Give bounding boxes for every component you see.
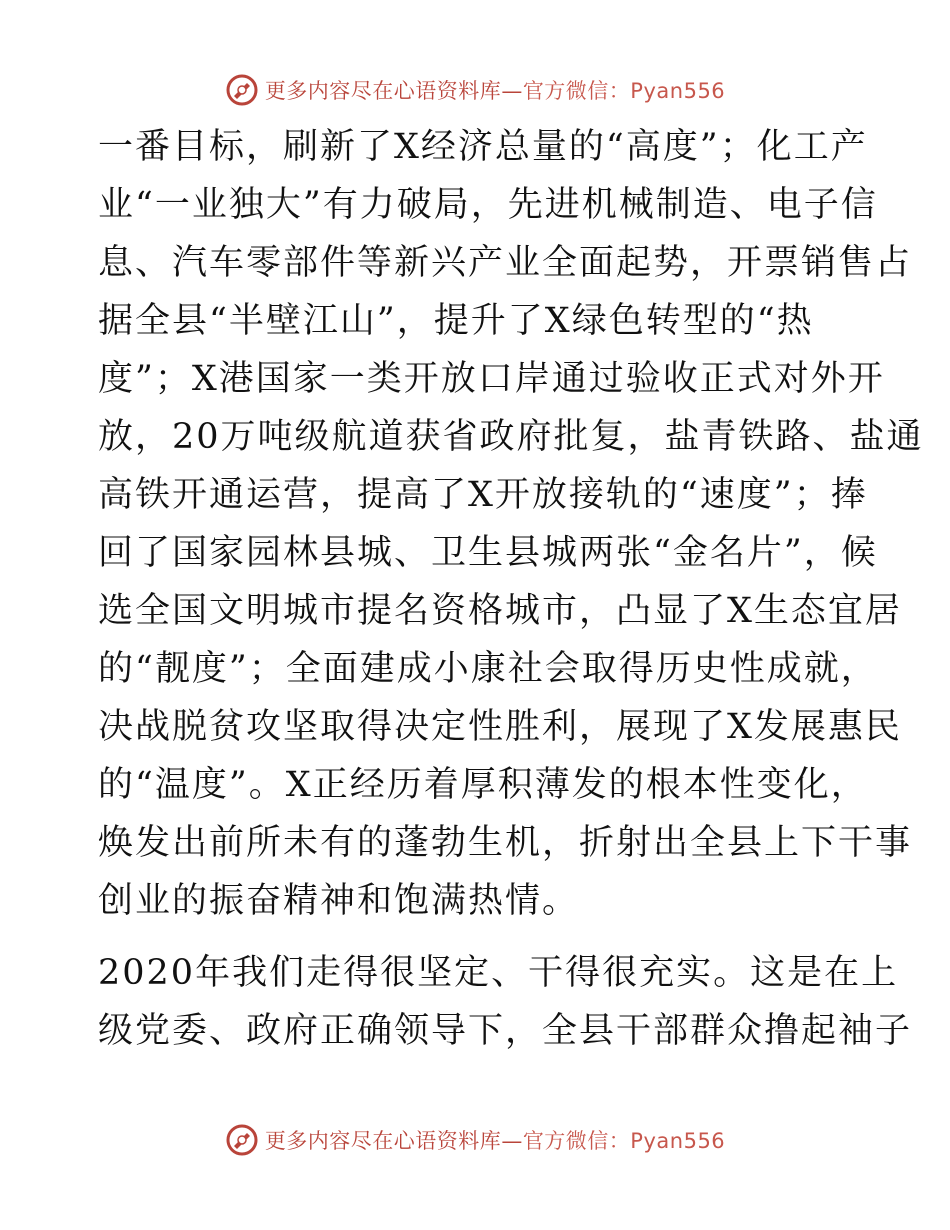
watermark-text <box>265 75 725 105</box>
watermark-text <box>265 1125 725 1155</box>
watermark-separator: — <box>501 79 523 103</box>
text-line: 回了国家园林县城、卫生县城两张“金名片”，候 <box>98 533 878 573</box>
text-line: 焕发出前所未有的蓬勃生机，折射出全县上下干事 <box>98 823 913 863</box>
text-line: 的“温度”。X正经历着厚积薄发的根本性变化， <box>98 765 868 805</box>
text-line: 2020年我们走得很坚定、干得很充实。这是在上 <box>98 953 899 993</box>
text-line: 级党委、政府正确领导下，全县干部群众撸起袖子 <box>98 1011 913 1051</box>
text-line: 创业的振奋精神和饱满热情。 <box>98 881 580 921</box>
watermark-wechat: 官方微信：Pyan556 <box>522 79 726 103</box>
paragraph-2 <box>98 944 913 1060</box>
document-body <box>98 118 924 1060</box>
text-line: 高铁开通运营，提高了X开放接轨的“速度”；捧 <box>98 475 868 515</box>
watermark-wechat: 官方微信：Pyan556 <box>522 1129 726 1153</box>
text-line: 放，20万吨级航道获省政府批复，盐青铁路、盐通 <box>98 417 924 457</box>
brand-logo-icon <box>225 1123 259 1157</box>
text-line: 的“靓度”；全面建成小康社会取得历史性成就， <box>98 649 878 689</box>
brand-logo-icon <box>225 73 259 107</box>
paragraph-spacer <box>98 930 858 944</box>
text-line: 选全国文明城市提名资格城市，凸显了X生态宜居 <box>98 591 902 631</box>
text-line: 据全县“半壁江山”，提升了X绿色转型的“热 <box>98 301 814 341</box>
paragraph-1 <box>98 118 924 930</box>
text-line: 决战脱贫攻坚取得决定性胜利，展现了X发展惠民 <box>98 707 902 747</box>
text-line: 度”；X港国家一类开放口岸通过验收正式对外开 <box>98 359 885 399</box>
footer-watermark <box>0 1120 950 1160</box>
header-watermark <box>0 70 950 110</box>
text-line: 息、汽车零部件等新兴产业全面起势，开票销售占 <box>98 243 913 283</box>
watermark-main: 更多内容尽在心语资料库 <box>264 1129 502 1153</box>
text-line: 一番目标，刷新了X经济总量的“高度”；化工产 <box>98 127 868 167</box>
watermark-main: 更多内容尽在心语资料库 <box>264 79 502 103</box>
text-line: 业“一业独大”有力破局，先进机械制造、电子信 <box>98 185 878 225</box>
watermark-separator: — <box>501 1129 523 1153</box>
